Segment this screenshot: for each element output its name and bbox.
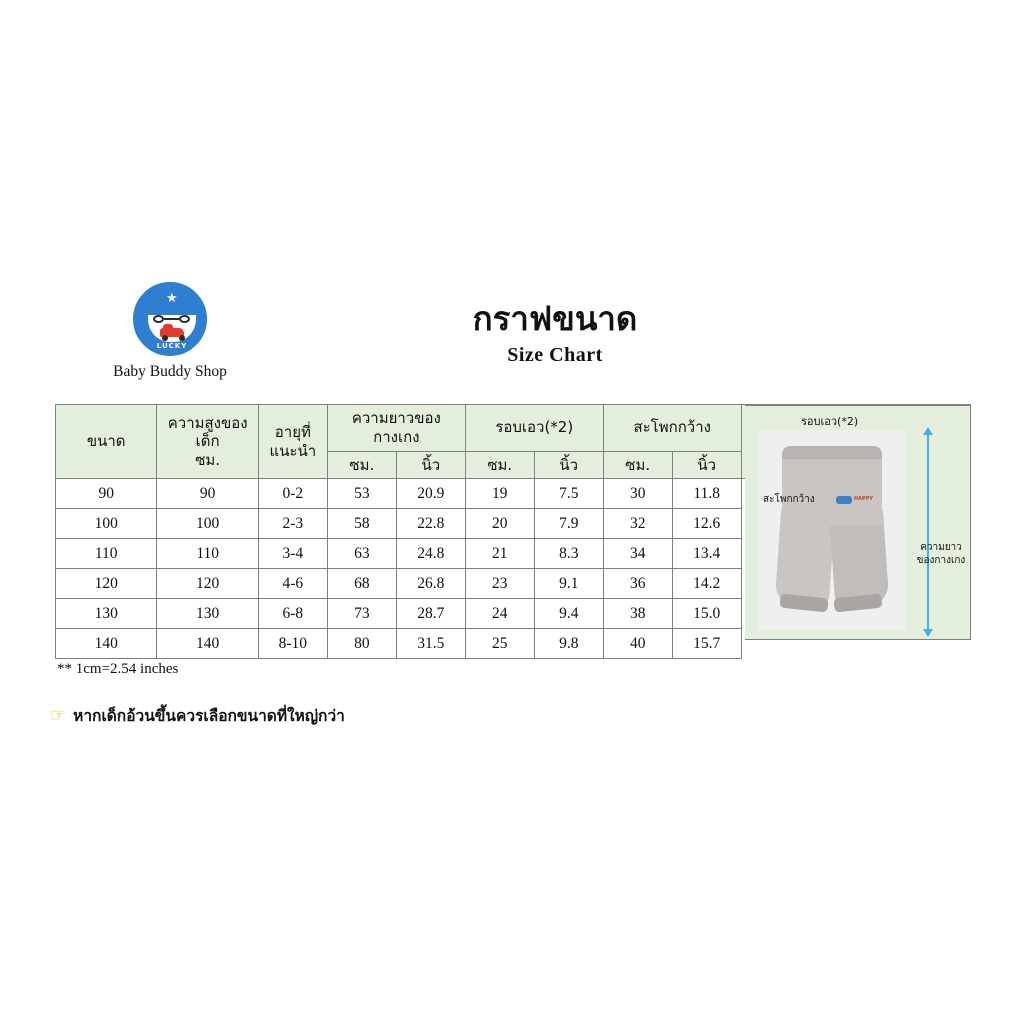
cell-hip-inch: 15.7 (672, 629, 741, 659)
cell-hip-cm: 30 (603, 479, 672, 509)
conversion-note: ** 1cm=2.54 inches (57, 661, 179, 677)
cell-hip-inch: 15.0 (672, 599, 741, 629)
header-child-height-line2: ซม. (195, 451, 221, 469)
logo-eye-right-icon (179, 315, 190, 323)
length-measure-arrow-icon (927, 434, 929, 630)
cell-waist-cm: 19 (465, 479, 534, 509)
pointing-hand-icon: ☞ (50, 704, 67, 726)
header-waist: รอบเอว(*2) (465, 405, 603, 452)
cell-age: 0-2 (258, 479, 327, 509)
header-age (258, 405, 327, 479)
cell-hip-cm: 36 (603, 569, 672, 599)
cell-hip-inch: 13.4 (672, 539, 741, 569)
measurement-diagram-panel (745, 405, 971, 640)
cell-age: 3-4 (258, 539, 327, 569)
cell-length-inch: 28.7 (396, 599, 465, 629)
sizing-advice-text: หากเด็กอ้วนขึ้นควรเลือกขนาดที่ใหญ่กว่า (73, 707, 345, 725)
cell-height: 120 (157, 569, 258, 599)
print-car-icon (836, 496, 852, 504)
header-child-height (157, 405, 258, 479)
cell-size: 140 (56, 629, 157, 659)
cell-waist-inch: 9.1 (534, 569, 603, 599)
cell-length-inch: 24.8 (396, 539, 465, 569)
cell-age: 8-10 (258, 629, 327, 659)
cell-height: 90 (157, 479, 258, 509)
cell-hip-cm: 32 (603, 509, 672, 539)
pants-print-graphic (836, 496, 874, 508)
cell-hip-inch: 12.6 (672, 509, 741, 539)
diagram-label-length (913, 542, 969, 567)
cell-waist-inch: 7.9 (534, 509, 603, 539)
header-pants-length: ความยาวของกางเกง (327, 405, 465, 452)
cell-length-cm: 73 (327, 599, 396, 629)
cell-waist-cm: 24 (465, 599, 534, 629)
logo-lucky-text: LUCKY (156, 342, 188, 350)
cell-length-cm: 58 (327, 509, 396, 539)
star-icon: ★ (166, 291, 178, 306)
car-wheel-left-icon (162, 335, 168, 341)
cell-length-inch: 20.9 (396, 479, 465, 509)
cell-hip-cm: 34 (603, 539, 672, 569)
header-hip-cm: ซม. (603, 451, 672, 479)
header-age-line1: อายุที่ (274, 422, 311, 441)
diagram-label-waist: รอบเอว(*2) (801, 415, 859, 428)
cell-waist-cm: 25 (465, 629, 534, 659)
car-wheel-right-icon (179, 335, 185, 341)
brand-name: Baby Buddy Shop (113, 363, 227, 380)
cell-length-cm: 80 (327, 629, 396, 659)
logo-glasses-bridge (164, 318, 180, 320)
cell-waist-inch: 7.5 (534, 479, 603, 509)
cell-length-inch: 22.8 (396, 509, 465, 539)
cell-size: 130 (56, 599, 157, 629)
cell-hip-inch: 14.2 (672, 569, 741, 599)
cell-height: 100 (157, 509, 258, 539)
header-age-line2: แนะนำ (269, 441, 317, 460)
header-child-height-line1: ความสูงของเด็ก (167, 413, 248, 451)
cell-length-inch: 31.5 (396, 629, 465, 659)
diagram-label-length-line1: ความยาว (920, 542, 962, 553)
header-size: ขนาด (56, 405, 157, 479)
cell-waist-inch: 9.4 (534, 599, 603, 629)
header-waist-inch: นิ้ว (534, 451, 603, 479)
cell-age: 6-8 (258, 599, 327, 629)
header-hip-inch: นิ้ว (672, 451, 741, 479)
cell-size: 110 (56, 539, 157, 569)
header-length-cm: ซม. (327, 451, 396, 479)
sizing-advice-note (50, 703, 345, 728)
cell-length-cm: 53 (327, 479, 396, 509)
pants-product-photo (758, 430, 906, 630)
cell-size: 120 (56, 569, 157, 599)
brand-logo-block (90, 282, 250, 381)
cell-waist-cm: 20 (465, 509, 534, 539)
pants-waistband (782, 446, 882, 459)
cell-length-cm: 68 (327, 569, 396, 599)
cell-waist-cm: 23 (465, 569, 534, 599)
header-hip: สะโพกกว้าง (603, 405, 741, 452)
cell-length-cm: 63 (327, 539, 396, 569)
cell-waist-inch: 9.8 (534, 629, 603, 659)
cell-hip-inch: 11.8 (672, 479, 741, 509)
cell-length-inch: 26.8 (396, 569, 465, 599)
header-length-inch: นิ้ว (396, 451, 465, 479)
cell-hip-cm: 38 (603, 599, 672, 629)
cell-hip-cm: 40 (603, 629, 672, 659)
cell-height: 140 (157, 629, 258, 659)
cell-height: 110 (157, 539, 258, 569)
cell-age: 2-3 (258, 509, 327, 539)
pants-illustration (774, 446, 890, 616)
diagram-label-hip: สะโพกกว้าง (763, 494, 815, 505)
cell-size: 90 (56, 479, 157, 509)
cell-waist-cm: 21 (465, 539, 534, 569)
print-text: HAPPY (854, 496, 874, 502)
cell-age: 4-6 (258, 569, 327, 599)
captain-baby-logo-icon (133, 282, 207, 356)
logo-eye-left-icon (153, 315, 164, 323)
page-title-english: Size Chart (507, 344, 603, 366)
cell-waist-inch: 8.3 (534, 539, 603, 569)
diagram-label-length-line2: ของกางเกง (916, 554, 966, 566)
page-title-thai: กราฟขนาด (472, 300, 638, 337)
header-waist-cm: ซม. (465, 451, 534, 479)
document-header (55, 282, 971, 392)
cell-size: 100 (56, 509, 157, 539)
cell-height: 130 (157, 599, 258, 629)
